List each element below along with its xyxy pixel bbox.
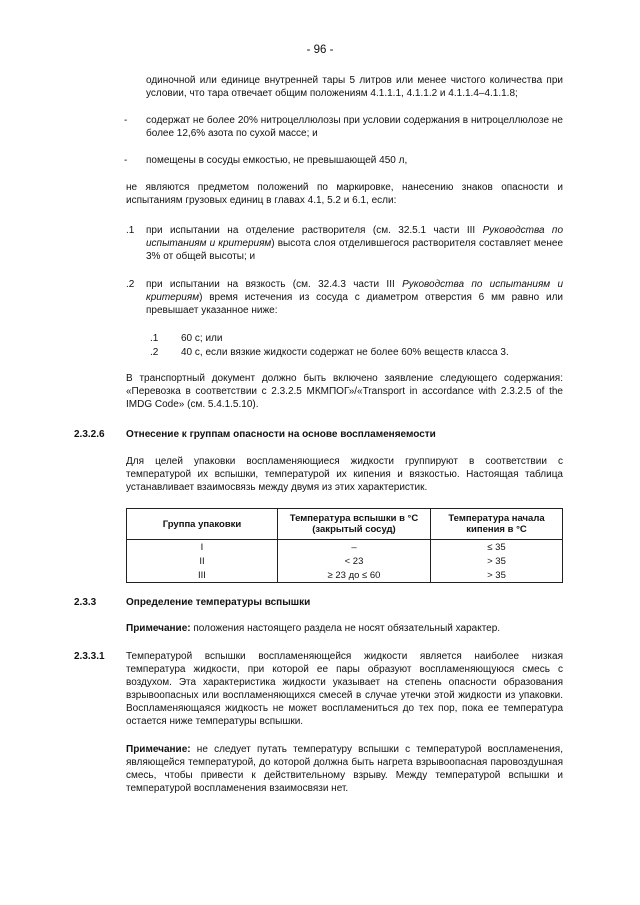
subitem-40s: 40 с, если вязкие жидкости содержат не более 60% веществ класса 3. bbox=[181, 347, 509, 358]
paragraph-transport-document: В транспортный документ должно быть включено заявление следующего содержания: «Перевозка в соответствии с 2.3.2.5 МКМПОГ»/«Transport in accordance with 2.3.2.5 of the IMDG Code» (см. 5.4.1.5.10). bbox=[126, 373, 563, 410]
table-cell: II bbox=[127, 554, 278, 568]
item-solvent-separation: при испытании на отделение растворителя (см. 32.5.1 части III Руководства по испытаниям и критериям) высота слоя отделившегося растворителя составляет менее 3% от общей высоты; и bbox=[146, 225, 564, 262]
section-number: 2.3.3.1 bbox=[74, 651, 105, 662]
note-ignition-temperature: Примечание: не следует путать температуру вспышки с температурой воспламенения, являющейся температурой, до которой должна быть нагрета взрывоопасная паровоздушная смесь, чтобы привести к действительному взрыву. Между температурой вспышки и температурой воспламенения взаимосвязи нет. bbox=[126, 744, 563, 794]
table-row bbox=[127, 568, 563, 583]
table-header-row bbox=[127, 509, 563, 540]
item-marker: .2 bbox=[126, 279, 135, 290]
table-cell: – bbox=[278, 540, 431, 555]
paragraph-exemption: не являются предметом положений по маркировке, нанесению знаков опасности и испытаниям грузовых единиц в главах 4.1, 5.2 и 6.1, если: bbox=[126, 182, 563, 206]
item-viscosity-test: при испытании на вязкость (см. 32.4.3 части III Руководства по испытаниям и критериям) время истечения из сосуда с диаметром отверстия 6 мм равно или превышает указанное ниже: bbox=[146, 279, 564, 316]
section-number: 2.3.3 bbox=[74, 597, 97, 608]
table-cell: > 35 bbox=[431, 568, 563, 583]
paragraph-flash-point-definition: Температурой вспышки воспламеняющейся жидкости является наиболее низкая температура жидкости, при которой ее пары образуют воспламеняющуюся смесь с воздухом. Эта характеристика жидкости указывает на степень опасности образования взрывоопасных или воспламеняющихся смесей в случае утечки этой жидкости из упаковки. Воспламеняющаяся жидкость не может воспламениться до тех пор, пока ее температура остается ниже температуры вспышки. bbox=[126, 651, 563, 727]
subitem-marker: .1 bbox=[150, 333, 159, 344]
table-cell: III bbox=[127, 568, 278, 583]
table-cell: I bbox=[127, 540, 278, 555]
bullet-dash: - bbox=[124, 115, 128, 126]
table-cell: > 35 bbox=[431, 554, 563, 568]
bullet-dash: - bbox=[124, 155, 128, 166]
note-nonmandatory: Примечание: положения настоящего раздела не носят обязательный характер. bbox=[126, 623, 501, 634]
column-header: Температура вспышки в °C (закрытый сосуд) bbox=[278, 509, 431, 540]
packing-group-table bbox=[126, 508, 563, 583]
section-number: 2.3.2.6 bbox=[74, 429, 105, 440]
section-title: Отнесение к группам опасности на основе воспламеняемости bbox=[126, 429, 436, 440]
subitem-marker: .2 bbox=[150, 347, 159, 358]
table-row bbox=[127, 540, 563, 555]
table-cell: ≥ 23 до ≤ 60 bbox=[278, 568, 431, 583]
page-number: - 96 - bbox=[306, 44, 334, 56]
bullet-vessels: помещены в сосуды емкостью, не превышающей 450 л, bbox=[146, 155, 408, 166]
table-cell: ≤ 35 bbox=[431, 540, 563, 555]
table-cell: < 23 bbox=[278, 554, 431, 568]
column-header: Температура начала кипения в °C bbox=[431, 509, 563, 540]
paragraph-grouping: Для целей упаковки воспламеняющиеся жидкости группируют в соответствии с температурой их вспышки, температурой их кипения и вязкостью. Настоящая таблица устанавливает взаимосвязь между двумя из этих характеристик. bbox=[126, 456, 563, 493]
paragraph-continuation: одиночной или единице внутренней тары 5 литров или менее чистого количества при условии, что тара отвечает общим положениям 4.1.1.1, 4.1.1.2 и 4.1.1.4–4.1.1.8; bbox=[146, 75, 563, 99]
table-row bbox=[127, 554, 563, 568]
item-marker: .1 bbox=[126, 225, 135, 236]
column-header: Группа упаковки bbox=[127, 509, 278, 540]
subitem-60s: 60 с; или bbox=[181, 333, 223, 344]
bullet-nitrocellulose: содержат не более 20% нитроцеллюлозы при условии содержания в нитроцеллюлозе не более 12,6% азота по сухой массе; и bbox=[146, 115, 563, 139]
section-title: Определение температуры вспышки bbox=[126, 597, 311, 608]
